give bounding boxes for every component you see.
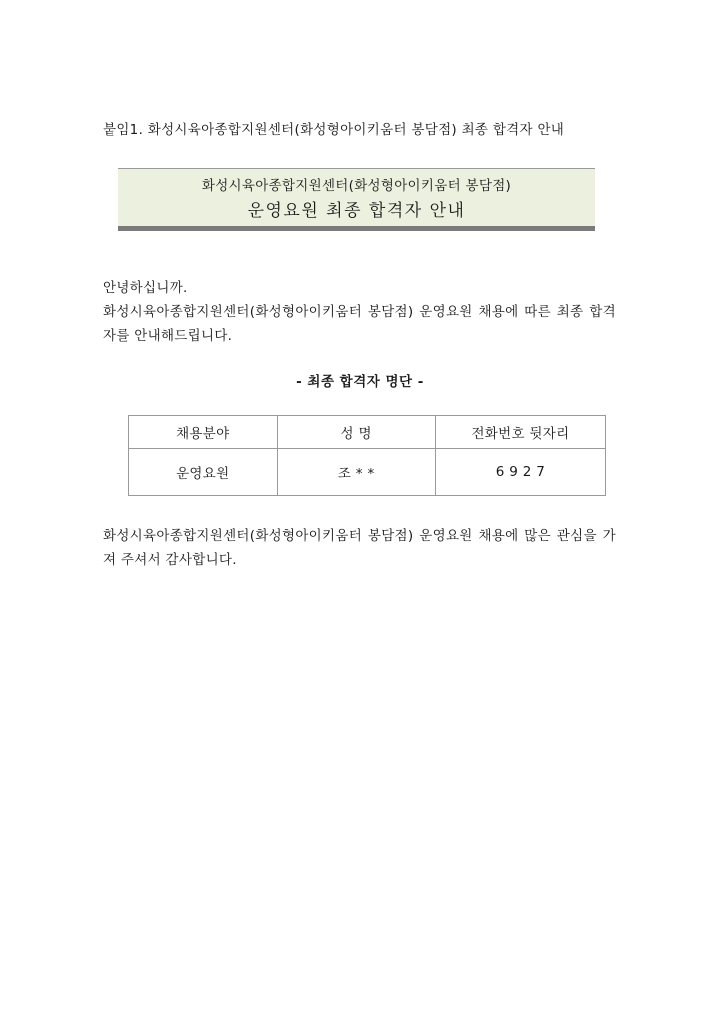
title-org-name: 화성시육아종합지원센터(화성형아이키움터 봉담점) — [201, 178, 512, 194]
header-phone: 전화번호 뒷자리 — [435, 416, 605, 449]
result-table — [128, 415, 606, 496]
header-name: 성 명 — [277, 416, 435, 449]
list-heading: - 최종 합격자 명단 - — [296, 374, 424, 390]
cell-phone: 6 9 2 7 — [435, 449, 605, 496]
intro-paragraph: 화성시육아종합지원센터(화성형아이키움터 봉담점) 운영요원 채용에 따른 최종 합격자를 안내해드립니다. — [103, 304, 616, 344]
table-header-row — [129, 416, 606, 449]
title-box — [118, 168, 595, 231]
header-field: 채용분야 — [129, 416, 278, 449]
table-row — [129, 449, 606, 496]
page-title: 운영요원 최종 합격자 안내 — [247, 201, 466, 221]
closing-paragraph: 화성시육아종합지원센터(화성형아이키움터 봉담점) 운영요원 채용에 많은 관심을 가져 주셔서 감사합니다. — [103, 528, 616, 568]
cell-field: 운영요원 — [129, 449, 278, 496]
greeting-text: 안녕하십니까. — [103, 280, 188, 296]
cell-name: 조 * * — [277, 449, 435, 496]
attachment-heading: 붙임1. 화성시육아종합지원센터(화성형아이키움터 봉담점) 최종 합격자 안내 — [103, 122, 565, 138]
